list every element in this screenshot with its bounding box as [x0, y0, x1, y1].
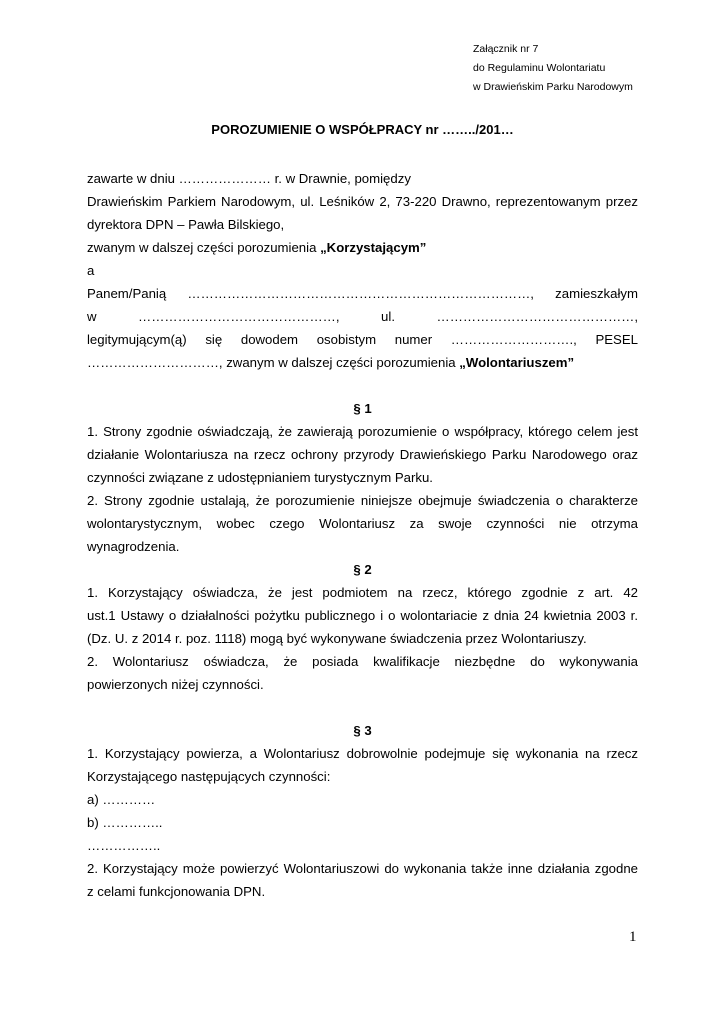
document-body — [87, 167, 638, 903]
paragraph-line: 1. Korzystający oświadcza, że jest podmiotem na rzecz, którego zgodnie z art. 42 — [87, 585, 638, 600]
paragraph-line: wynagrodzenia. — [87, 539, 180, 554]
party-name-korzystajacy: „Korzystającym” — [320, 240, 427, 255]
annex-line-1: Załącznik nr 7 — [473, 43, 539, 55]
intro-line — [87, 351, 638, 374]
intro-line: legitymującym(ą) się dowodem osobistym numer ………………………., PESEL — [87, 332, 638, 347]
paragraph-line: czynności związane z udostępnianiem turystycznym Parku. — [87, 470, 433, 485]
document-title: POROZUMIENIE O WSPÓŁPRACY nr ……../201… — [211, 122, 514, 137]
paragraph-line: 2. Wolontariusz oświadcza, że posiada kwalifikacje niezbędne do wykonywania — [87, 654, 638, 669]
paragraph-line: ust.1 Ustawy o działalności pożytku publicznego i o wolontariacie z dnia 24 kwietnia 2003 r. — [87, 608, 638, 623]
party-name-wolontariusz: „Wolontariuszem” — [459, 355, 575, 370]
paragraph-line: 1. Strony zgodnie oświadczają, że zawierają porozumienie o współpracy, którego celem jest — [87, 424, 638, 439]
intro-line: zawarte w dniu ………………… r. w Drawnie, pomiędzy — [87, 171, 411, 186]
paragraph-line: wolontarystycznym, wobec czego Wolontariusz za swoje czynności nie otrzyma — [87, 516, 638, 531]
intro-line: Panem/Panią ……………………………………………………………………, zamieszkałym — [87, 286, 638, 301]
list-item: a) ………… — [87, 792, 156, 807]
intro-line: dyrektora DPN – Pawła Bilskiego, — [87, 217, 285, 232]
intro-line: a — [87, 263, 95, 278]
annex-line-2: do Regulaminu Wolontariatu — [473, 62, 606, 74]
paragraph-line: powierzonych niżej czynności. — [87, 677, 264, 692]
annex-line-3: w Drawieńskim Parku Narodowym — [473, 81, 633, 93]
paragraph-line: (Dz. U. z 2014 r. poz. 1118) mogą być wykonywane świadczenia przez Wolontariuszy. — [87, 631, 587, 646]
intro-text: zwanym w dalszej części porozumienia — [87, 240, 321, 255]
section-heading-3: § 3 — [353, 723, 372, 738]
paragraph-line: 2. Strony zgodnie ustalają, że porozumienie niniejsze obejmuje świadczenia o charakterze — [87, 493, 638, 508]
intro-line: Drawieńskim Parkiem Narodowym, ul. Leśników 2, 73-220 Drawno, reprezentowanym przez — [87, 194, 638, 209]
section-heading-2: § 2 — [353, 562, 372, 577]
paragraph-line: Korzystającego następujących czynności: — [87, 769, 331, 784]
annex-note — [473, 40, 633, 97]
intro-line — [87, 236, 638, 259]
list-item: …………….. — [87, 838, 161, 853]
intro-text: …………………………, zwanym w dalszej części porozumienia — [87, 355, 460, 370]
paragraph-line: 2. Korzystający może powierzyć Wolontariuszowi do wykonania także inne działania zgodne — [87, 861, 638, 876]
paragraph-line: z celami funkcjonowania DPN. — [87, 884, 266, 899]
page-number: 1 — [629, 929, 637, 945]
intro-line: w ………………………………………, ul. ………………………………………, — [87, 309, 638, 324]
paragraph-line: 1. Korzystający powierza, a Wolontariusz dobrowolnie podejmuje się wykonania na rzecz — [87, 746, 638, 761]
section-heading-1: § 1 — [353, 401, 372, 416]
paragraph-line: działanie Wolontariusza na rzecz ochrony przyrody Drawieńskiego Parku Narodowego oraz — [87, 447, 638, 462]
list-item: b) ………….. — [87, 815, 163, 830]
